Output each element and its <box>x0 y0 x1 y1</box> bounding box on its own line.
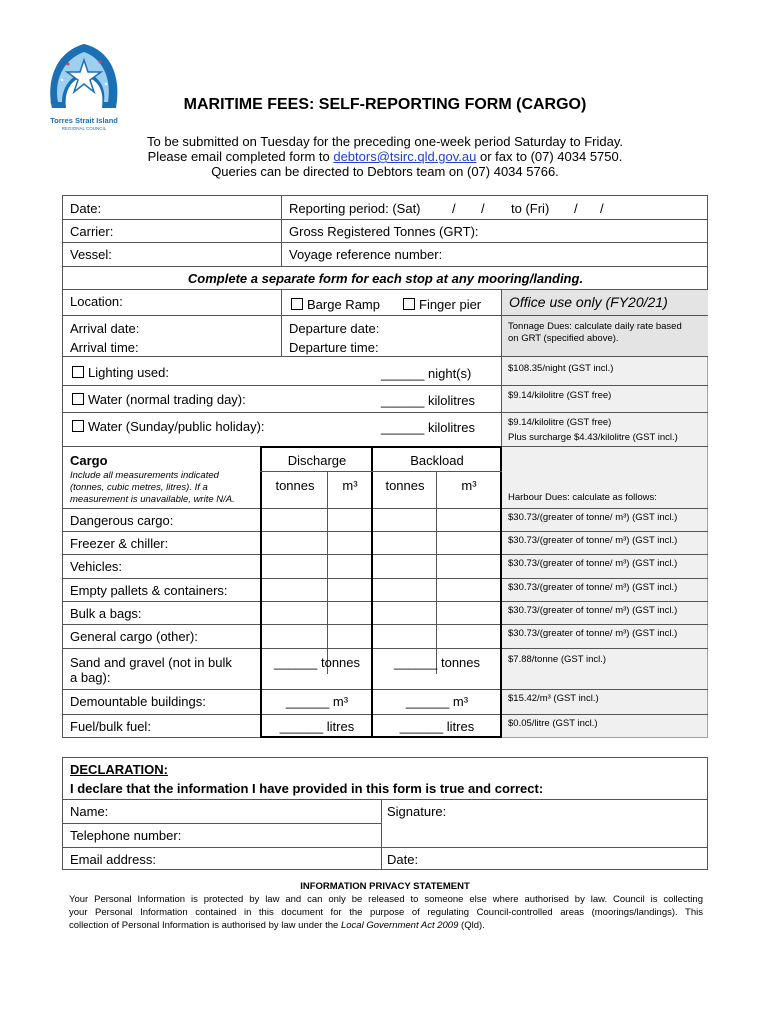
intro-line-3: Queries can be directed to Debtors team on (07) 4034 5766. <box>211 164 559 179</box>
signature-label: Signature: <box>387 804 447 819</box>
backload-tonnes-header: tonnes <box>385 478 425 493</box>
fuel-backload-unit: ______ litres <box>399 719 475 734</box>
privacy-heading: INFORMATION PRIVACY STATEMENT <box>300 881 470 892</box>
location-label: Location: <box>70 294 123 309</box>
demountable-label: Demountable buildings: <box>70 694 206 709</box>
date-label: Date: <box>70 201 102 216</box>
period-slash-1: / <box>452 201 456 216</box>
water-holiday-checkbox[interactable] <box>72 420 84 432</box>
arrival-time-label: Arrival time: <box>70 340 139 355</box>
cargo-row-rate: $30.73/(greater of tonne/ m³) (GST incl.) <box>508 535 678 546</box>
cargo-note-3: measurement is unavailable, write N/A. <box>70 494 235 505</box>
cargo-row-rate: $30.73/(greater of tonne/ m³) (GST incl.) <box>508 512 678 523</box>
declaration-statement: I declare that the information I have provided in this form is true and correct: <box>70 781 544 796</box>
sand-gravel-label-1: Sand and gravel (not in bulk <box>70 655 232 670</box>
sand-backload-unit: ______ tonnes <box>393 655 481 670</box>
water-normal-label: Water (normal trading day): <box>88 392 246 407</box>
sand-rate: $7.88/tonne (GST incl.) <box>508 654 607 665</box>
sand-discharge-unit: ______ tonnes <box>273 655 361 670</box>
email-link[interactable]: debtors@tsirc.qld.gov.au <box>333 149 477 164</box>
intro-line-2 <box>0 149 770 164</box>
period-slash-3: / <box>574 201 578 216</box>
privacy-line-3-post: (Qld). <box>458 920 485 931</box>
grt-label: Gross Registered Tonnes (GRT): <box>289 224 479 239</box>
departure-date-label: Departure date: <box>289 321 380 336</box>
cargo-row-label: Dangerous cargo: <box>70 513 174 528</box>
water-normal-rate: $9.14/kilolitre (GST free) <box>508 390 612 401</box>
cargo-row-rate: $30.73/(greater of tonne/ m³) (GST incl.) <box>508 628 678 639</box>
form-title: MARITIME FEES: SELF-REPORTING FORM (CARGO) <box>183 96 587 113</box>
water-holiday-unit: ______ kilolitres <box>381 420 475 435</box>
water-normal-unit: ______ kilolitres <box>381 393 475 408</box>
cargo-note-2: (tonnes, cubic metres, litres). If a <box>70 482 208 493</box>
finger-pier-checkbox[interactable] <box>403 298 415 310</box>
carrier-label: Carrier: <box>70 224 114 239</box>
water-normal-checkbox[interactable] <box>72 393 84 405</box>
intro-line-1: To be submitted on Tuesday for the preceding one-week period Saturday to Friday. <box>147 134 623 149</box>
declaration-box <box>62 757 708 870</box>
cargo-row-rate: $30.73/(greater of tonne/ m³) (GST incl.) <box>508 582 678 593</box>
finger-pier-label: Finger pier <box>419 297 482 312</box>
fuel-discharge-unit: ______ litres <box>279 719 355 734</box>
finger-pier-option[interactable] <box>403 297 481 312</box>
backload-m3-header: m³ <box>461 478 477 493</box>
barge-ramp-label: Barge Ramp <box>307 297 380 312</box>
cargo-note-1: Include all measurements indicated <box>70 470 219 481</box>
main-form-table <box>62 195 708 738</box>
logo-subtitle: REGIONAL COUNCIL <box>61 126 107 131</box>
cargo-row-label: Empty pallets & containers: <box>70 583 228 598</box>
barge-ramp-checkbox[interactable] <box>291 298 303 310</box>
intro-line-2-post: or fax to (07) 4034 5750. <box>476 149 623 164</box>
demountable-rate: $15.42/m³ (GST incl.) <box>508 693 599 704</box>
tonnage-dues-line-2: on GRT (specified above). <box>508 333 619 344</box>
water-holiday-surcharge: Plus surcharge $4.43/kilolitre (GST incl.) <box>508 432 678 443</box>
arrival-date-label: Arrival date: <box>70 321 140 336</box>
period-slash-4: / <box>600 201 604 216</box>
declaration-heading: DECLARATION: <box>70 762 168 777</box>
logo-name: Torres Strait Island <box>50 116 118 125</box>
to-fri-label: to (Fri) <box>511 201 550 216</box>
lighting-unit: ______ night(s) <box>381 366 472 381</box>
discharge-tonnes-header: tonnes <box>275 478 315 493</box>
cargo-row-label: Vehicles: <box>70 559 123 574</box>
fuel-rate: $0.05/litre (GST incl.) <box>508 718 598 729</box>
vessel-label: Vessel: <box>70 247 112 262</box>
sand-gravel-label-2: a bag): <box>70 670 111 685</box>
lighting-used-option[interactable] <box>72 365 169 380</box>
barge-ramp-option[interactable] <box>291 297 380 312</box>
water-holiday-label: Water (Sunday/public holiday): <box>88 419 265 434</box>
office-use-heading: Office use only (FY20/21) <box>509 294 668 310</box>
cargo-row-rate: $30.73/(greater of tonne/ m³) (GST incl.) <box>508 605 678 616</box>
voyage-ref-label: Voyage reference number: <box>289 247 443 262</box>
lighting-label: Lighting used: <box>88 365 169 380</box>
privacy-line-3-pre: collection of Personal Information is authorised by law under the <box>69 920 341 931</box>
discharge-header: Discharge <box>287 453 347 468</box>
privacy-line-3 <box>69 919 485 932</box>
cargo-heading: Cargo <box>70 453 108 468</box>
cargo-row-label: General cargo (other): <box>70 629 198 644</box>
cargo-row-label: Bulk a bags: <box>70 606 142 621</box>
separate-form-note: Complete a separate form for each stop at any mooring/landing. <box>187 271 584 286</box>
telephone-label: Telephone number: <box>70 828 182 843</box>
tonnage-dues-line-1: Tonnage Dues: calculate daily rate based <box>508 321 682 332</box>
lighting-rate: $108.35/night (GST incl.) <box>508 363 614 374</box>
lighting-checkbox[interactable] <box>72 366 84 378</box>
council-logo <box>44 40 124 136</box>
privacy-line-2: your Personal Information contained in this document for the purpose of regulating Council-controlled areas (moorings/landings). This <box>69 907 703 918</box>
harbour-dues-heading: Harbour Dues: calculate as follows: <box>508 492 657 503</box>
discharge-m3-header: m³ <box>342 478 358 493</box>
departure-time-label: Departure time: <box>289 340 379 355</box>
name-label: Name: <box>70 804 109 819</box>
reporting-period-label: Reporting period: (Sat) <box>289 201 421 216</box>
backload-header: Backload <box>410 453 464 468</box>
demountable-discharge-unit: ______ m³ <box>285 694 349 709</box>
water-holiday-rate: $9.14/kilolitre (GST free) <box>508 417 612 428</box>
water-normal-option[interactable] <box>72 392 246 407</box>
privacy-line-1: Your Personal Information is protected by law and can only be released to someone else where authorised by law. Council is collecting <box>69 894 703 905</box>
cargo-row-label: Freezer & chiller: <box>70 536 169 551</box>
demountable-backload-unit: ______ m³ <box>405 694 469 709</box>
intro-line-2-pre: Please email completed form to <box>147 149 334 164</box>
fuel-label: Fuel/bulk fuel: <box>70 719 151 734</box>
water-holiday-option[interactable] <box>72 419 265 434</box>
privacy-act-name: Local Government Act 2009 <box>340 920 459 931</box>
office-gray-rates <box>501 356 708 738</box>
declaration-date-label: Date: <box>387 852 419 867</box>
period-slash-2: / <box>481 201 485 216</box>
email-address-label: Email address: <box>70 852 156 867</box>
cargo-row-rate: $30.73/(greater of tonne/ m³) (GST incl.) <box>508 558 678 569</box>
